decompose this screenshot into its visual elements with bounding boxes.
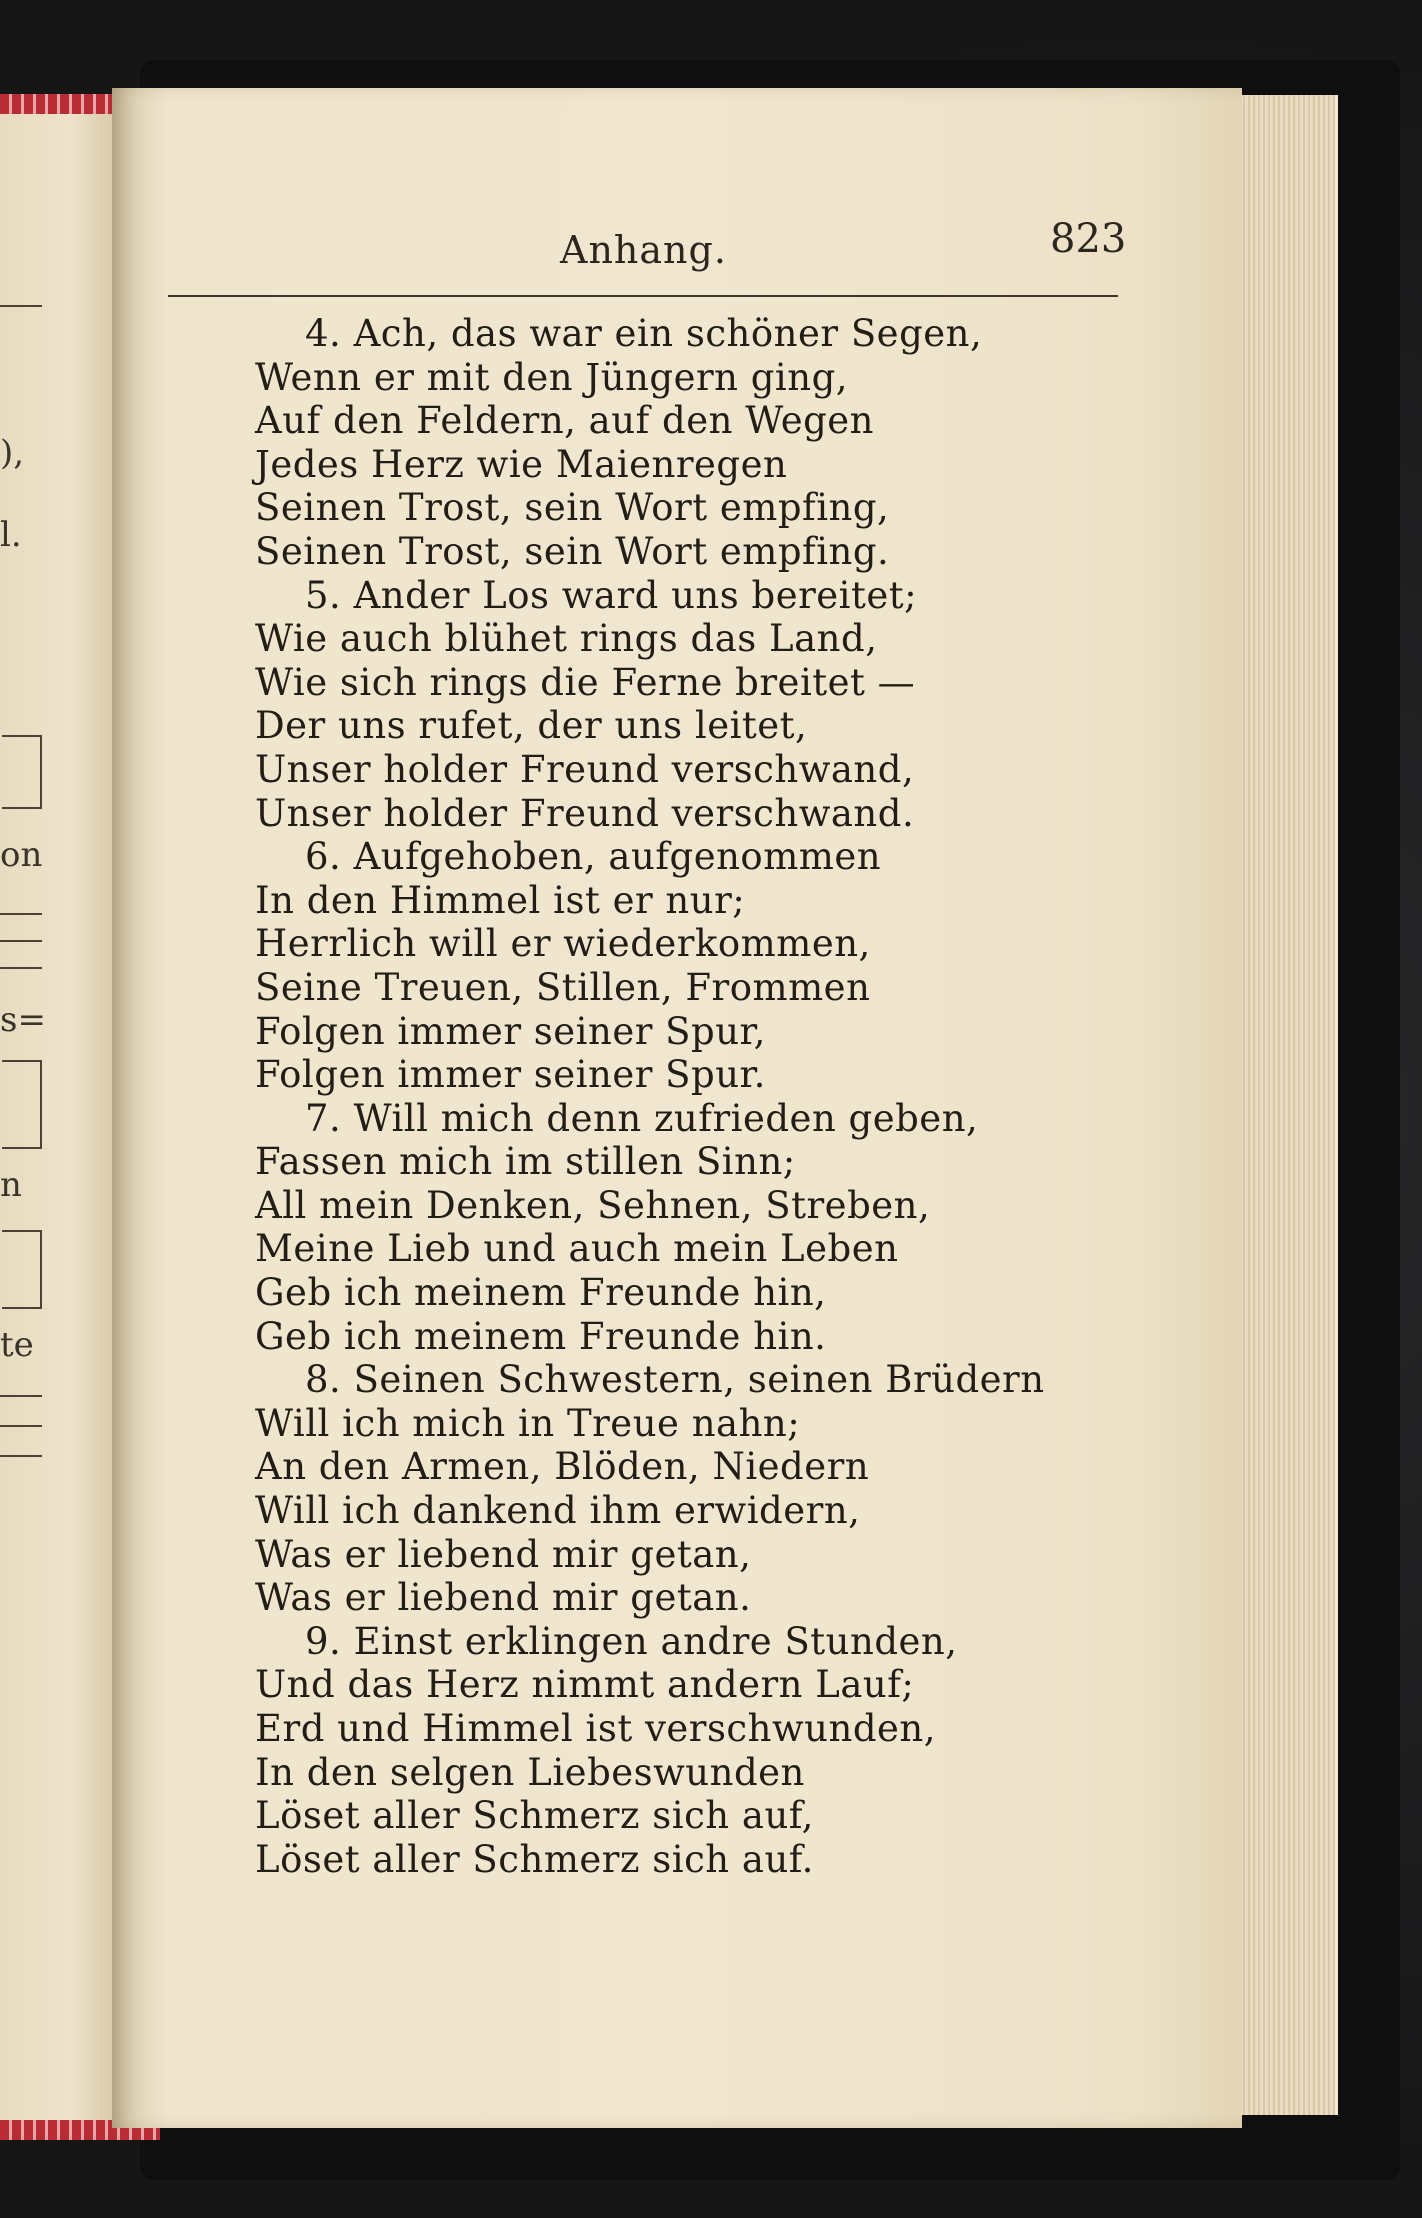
left-page-fragment: te (0, 1325, 34, 1365)
verse-line: Herrlich will er wiederkommen, (255, 922, 871, 966)
verse-line: 6. Aufgehoben, aufgenommen (305, 835, 882, 879)
left-page-rule (0, 305, 42, 307)
verse-line: Wie sich rings die Ferne breitet — (255, 660, 916, 704)
running-header: Anhang. (560, 228, 727, 272)
left-page-rule (0, 1395, 42, 1397)
verse-line: Fassen mich im stillen Sinn; (255, 1140, 796, 1184)
verse-line: An den Armen, Blöden, Niedern (255, 1445, 870, 1489)
left-page-fragment: n (0, 1165, 22, 1205)
left-page-staff-box (2, 1230, 42, 1309)
verse-line: Was er liebend mir getan, (255, 1532, 752, 1576)
left-page-edge (0, 95, 118, 2125)
hymn-text (255, 312, 1155, 1881)
left-page-rule (0, 940, 42, 942)
verse-8 (255, 1358, 1155, 1620)
verse-line: Unser holder Freund verschwand, (255, 747, 915, 791)
verse-line: Löset aller Schmerz sich auf, (255, 1794, 814, 1838)
verse-line: Und das Herz nimmt andern Lauf; (255, 1663, 915, 1707)
left-page-rule (0, 1425, 42, 1427)
left-page-rule (0, 913, 42, 915)
verse-line: Was er liebend mir getan. (255, 1576, 752, 1620)
verse-line: In den selgen Liebeswunden (255, 1750, 805, 1794)
verse-line: Jedes Herz wie Maienregen (255, 442, 788, 486)
page-number: 823 (1050, 216, 1127, 262)
verse-line: Folgen immer seiner Spur, (255, 1009, 766, 1053)
verse-line: Wie auch blühet rings das Land, (255, 617, 878, 661)
verse-line: Seinen Trost, sein Wort empfing, (255, 486, 890, 530)
verse-line: Unser holder Freund verschwand. (255, 791, 915, 835)
verse-line: Seinen Trost, sein Wort empfing. (255, 529, 890, 573)
verse-line: Geb ich meinem Freunde hin, (255, 1271, 827, 1315)
verse-5 (255, 574, 1155, 836)
verse-line: Erd und Himmel ist verschwunden, (255, 1707, 936, 1750)
header-rule (168, 295, 1118, 297)
left-page-staff-box (2, 735, 42, 809)
verse-7 (255, 1097, 1155, 1359)
verse-line: 7. Will mich denn zufrieden geben, (305, 1096, 979, 1140)
page-edges-stack (1230, 95, 1338, 2115)
verse-line: Geb ich meinem Freunde hin. (255, 1314, 827, 1358)
left-page-fragment: on (0, 835, 43, 875)
verse-6 (255, 835, 1155, 1097)
verse-line: Löset aller Schmerz sich auf. (255, 1837, 814, 1881)
verse-line: Der uns rufet, der uns leitet, (255, 704, 808, 748)
left-page-fragment: l. (0, 515, 22, 555)
verse-line: Will ich mich in Treue nahn; (255, 1401, 801, 1445)
verse-line: Auf den Feldern, auf den Wegen (255, 399, 875, 443)
verse-line: 9. Einst erklingen andre Stunden, (305, 1619, 958, 1663)
verse-line: 8. Seinen Schwestern, seinen Brüdern (305, 1358, 1045, 1402)
verse-line: Folgen immer seiner Spur. (255, 1053, 766, 1097)
verse-line: 5. Ander Los ward uns bereitet; (305, 573, 918, 617)
verse-9 (255, 1620, 1155, 1882)
verse-line: Will ich dankend ihm erwidern, (255, 1489, 861, 1533)
verse-line: 4. Ach, das war ein schöner Segen, (305, 312, 983, 355)
left-page-rule (0, 1455, 42, 1457)
left-page-fragment: ), (0, 433, 25, 473)
verse-line: Wenn er mit den Jüngern ging, (255, 355, 849, 399)
verse-line: In den Himmel ist er nur; (255, 878, 746, 922)
verse-line: Seine Treuen, Stillen, Frommen (255, 965, 871, 1009)
left-page-fragment: s= (0, 1000, 46, 1040)
verse-4 (255, 312, 1155, 574)
verse-line: Meine Lieb und auch mein Leben (255, 1227, 899, 1271)
left-page-rule (0, 967, 42, 969)
verse-line: All mein Denken, Sehnen, Streben, (255, 1183, 931, 1227)
left-page-staff-box (2, 1060, 42, 1149)
